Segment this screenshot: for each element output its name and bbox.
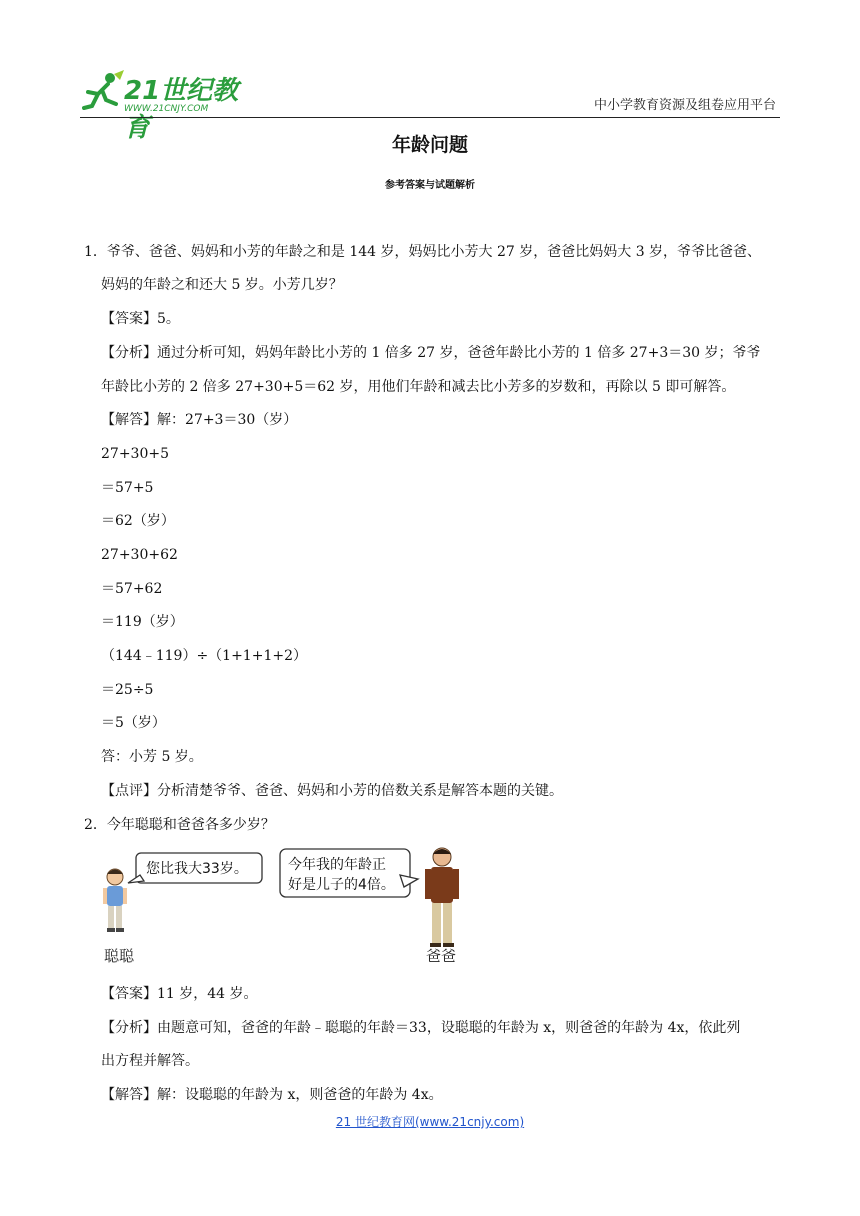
page-subtitle: 参考答案与试题解析	[385, 180, 475, 191]
q1-text-line1: 1．爷爷、爸爸、妈妈和小芳的年龄之和是 144 岁，妈妈比小芳大 27 岁，爸爸比妈妈大 3 岁，爷爷比爸爸、	[84, 244, 762, 260]
logo-text: 21世纪教育	[124, 76, 239, 143]
q2-analysis-line1: 【分析】由题意可知，爸爸的年龄﹣聪聪的年龄＝33，设聪聪的年龄为 x，则爸爸的年龄为 4x，依此列	[101, 1020, 741, 1036]
q1-solution-line: （144﹣119）÷（1+1+1+2）	[101, 648, 307, 664]
platform-name: 中小学教育资源及组卷应用平台	[593, 98, 776, 113]
q2-solution: 【解答】解：设聪聪的年龄为 x，则爸爸的年龄为 4x。	[101, 1087, 443, 1103]
q1-solution-line: ＝62（岁）	[101, 513, 175, 529]
q2-text: 2．今年聪聪和爸爸各多少岁？	[84, 817, 275, 833]
q1-solution-line: 27+30+5	[101, 446, 169, 462]
q2-illustration	[100, 845, 470, 970]
q2-analysis-line2: 出方程并解答。	[101, 1053, 199, 1069]
q1-final-answer: 答：小芳 5 岁。	[101, 749, 203, 765]
bubble-child-text: 您比我大33岁。	[146, 861, 248, 877]
q1-solution-line: ＝25÷5	[101, 682, 154, 698]
q1-solution-line: 27+30+62	[101, 547, 178, 563]
bubble-father-text-1: 今年我的年龄正	[288, 857, 386, 873]
q1-solution-line: ＝57+62	[101, 581, 163, 597]
q1-solution-line: 【解答】解：27+3＝30（岁）	[101, 412, 298, 428]
logo	[80, 66, 260, 143]
q1-solution-line: ＝57+5	[101, 480, 154, 496]
bubble-father-text-2: 好是儿子的4倍。	[288, 877, 395, 893]
q1-analysis-line2: 年龄比小芳的 2 倍多 27+30+5＝62 岁，用他们年龄和减去比小芳多的岁数和，再除以 5 即可解答。	[101, 379, 736, 395]
q1-answer: 【答案】5。	[101, 311, 180, 327]
q2-answer: 【答案】11 岁，44 岁。	[101, 986, 258, 1002]
illustration-drawing	[100, 845, 470, 970]
q1-solution-line: ＝5（岁）	[101, 715, 166, 731]
label-child: 聪聪	[104, 947, 135, 965]
q1-text-line2: 妈妈的年龄之和还大 5 岁。小芳几岁？	[101, 277, 343, 293]
q1-solution-line: ＝119（岁）	[101, 614, 184, 630]
footer-link[interactable]: 21 世纪教育网(www.21cnjy.com)	[335, 1115, 525, 1129]
father-figure	[425, 848, 459, 947]
page-header	[80, 62, 780, 143]
runner-icon	[80, 70, 124, 114]
label-father: 爸爸	[426, 947, 457, 965]
page-title: 年龄问题	[391, 134, 468, 156]
child-figure	[103, 869, 127, 932]
header-divider	[80, 117, 780, 118]
q1-comment: 【点评】分析清楚爷爷、爸爸、妈妈和小芳的倍数关系是解答本题的关键。	[101, 783, 563, 799]
q1-analysis-line1: 【分析】通过分析可知，妈妈年龄比小芳的 1 倍多 27 岁，爸爸年龄比小芳的 1 倍多 27+3＝30 岁；爷爷	[101, 345, 761, 361]
logo-url: WWW.21CNJY.COM	[124, 104, 209, 114]
